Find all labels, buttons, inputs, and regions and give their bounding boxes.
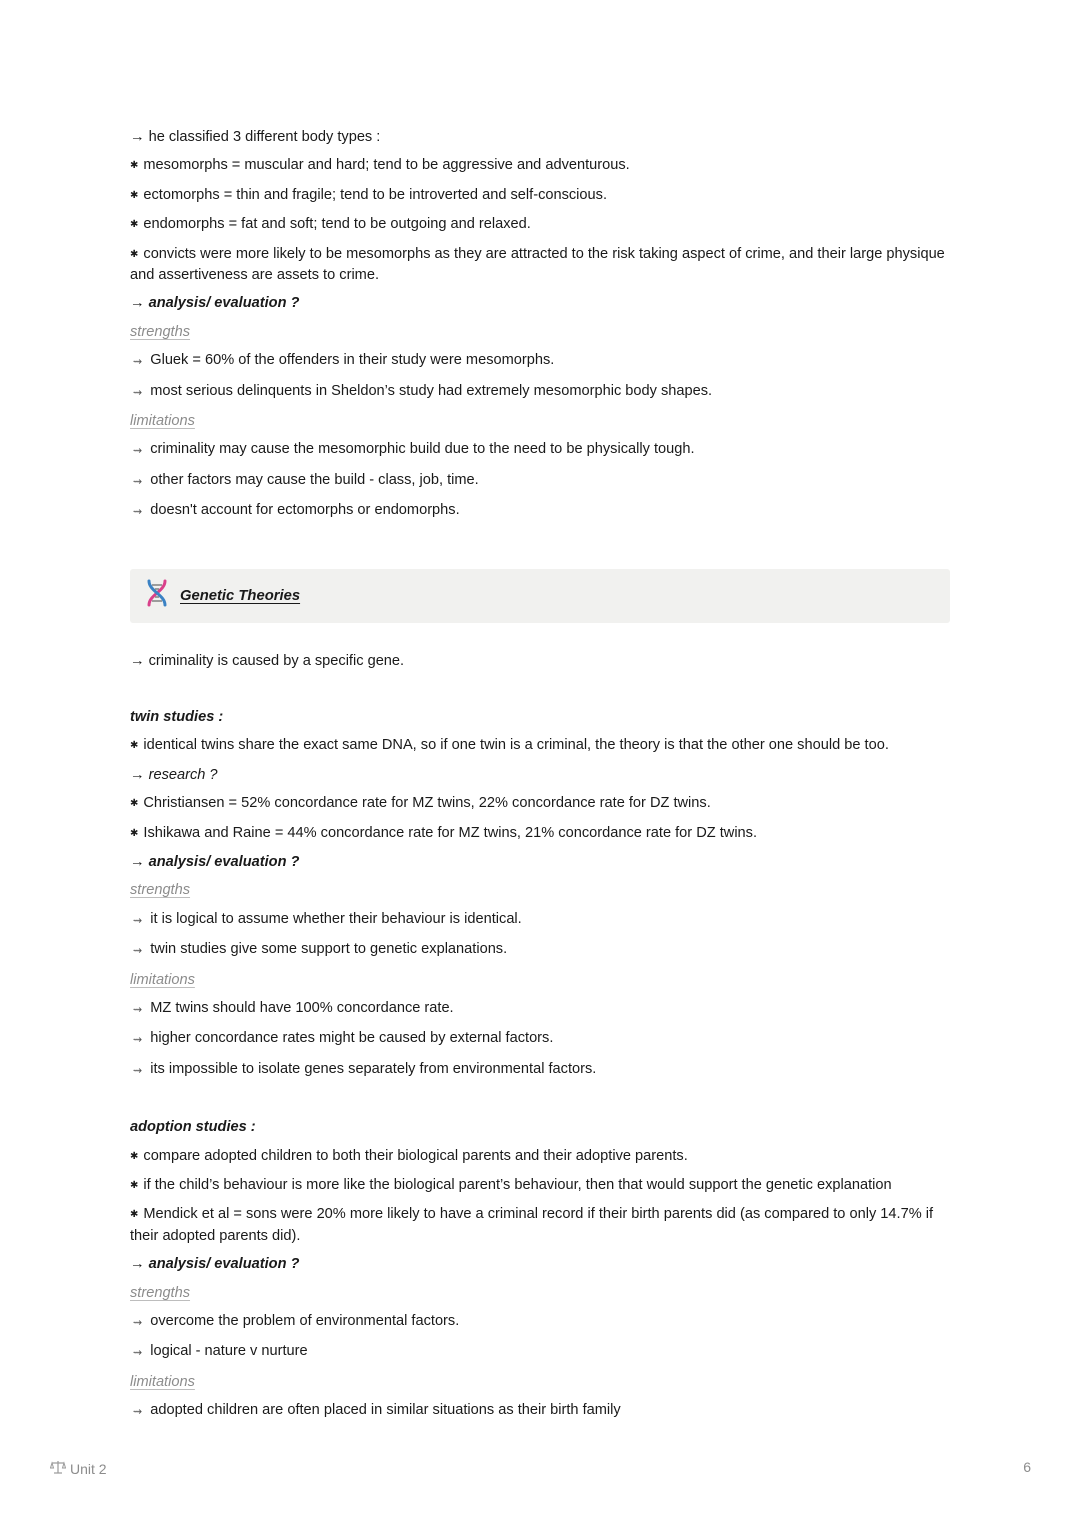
list-item: ✱ Mendick et al = sons were 20% more likely to have a criminal record if their birth parents did (as compared to only 14.7% if their adopted parents did). xyxy=(130,1206,934,1244)
list-item: ⇝ higher concordance rates might be caused by external factors. xyxy=(133,1030,554,1047)
dna-icon xyxy=(144,579,170,612)
adoption-studies-heading: adoption studies : xyxy=(130,1119,256,1136)
page-number: 6 xyxy=(1023,1459,1031,1475)
list-item: ✱ convicts were more likely to be mesomorphs as they are attracted to the risk taking aspect of crime, and their large physique and assertiveness are assets to crime. xyxy=(130,245,945,284)
scales-icon xyxy=(50,1459,66,1478)
research-heading: → research ? xyxy=(130,766,218,783)
document-page xyxy=(130,127,950,1431)
list-item: ⇝ twin studies give some support to genetic explanations. xyxy=(133,941,508,958)
strengths-label: strengths xyxy=(130,1284,191,1301)
list-item: ⇝ overcome the problem of environmental factors. xyxy=(133,1313,460,1329)
list-item: ✱ Ishikawa and Raine = 44% concordance rate for MZ twins, 21% concordance rate for DZ twins. xyxy=(130,824,758,841)
list-item: ✱ Christiansen = 52% concordance rate for MZ twins, 22% concordance rate for DZ twins. xyxy=(130,795,711,812)
list-item: ✱ endomorphs = fat and soft; tend to be outgoing and relaxed. xyxy=(130,216,531,233)
unit-label: Unit 2 xyxy=(70,1460,107,1477)
list-item: ✱ identical twins share the exact same DNA, so if one twin is a criminal, the theory is that the other one should be too. xyxy=(130,737,889,754)
list-item: ✱ if the child’s behaviour is more like the biological parent’s behaviour, then that would support the genetic explanation xyxy=(130,1176,892,1193)
list-item: ⇝ doesn't account for ectomorphs or endomorphs. xyxy=(133,502,460,519)
list-item: ✱ compare adopted children to both their biological parents and their adoptive parents. xyxy=(130,1147,688,1164)
strengths-label: strengths xyxy=(130,323,191,340)
list-item: ⇝ Gluek = 60% of the offenders in their study were mesomorphs. xyxy=(133,352,555,369)
limitations-label: limitations xyxy=(130,413,195,430)
list-item: ⇝ other factors may cause the build - class, job, time. xyxy=(133,471,479,488)
list-item: ✱ mesomorphs = muscular and hard; tend to be aggressive and adventurous. xyxy=(130,157,630,174)
genetic-theories-callout xyxy=(130,569,950,623)
list-item: ⇝ MZ twins should have 100% concordance rate. xyxy=(133,999,454,1016)
eval-heading: → analysis/ evaluation ? xyxy=(130,854,300,871)
strengths-label: strengths xyxy=(130,882,191,899)
list-item: ⇝ most serious delinquents in Sheldon’s study had extremely mesomorphic body shapes. xyxy=(133,382,713,399)
callout-title: Genetic Theories xyxy=(180,587,301,604)
list-item: ✱ ectomorphs = thin and fragile; tend to be introverted and self-conscious. xyxy=(130,186,608,203)
body-types-intro: → he classified 3 different body types : xyxy=(130,129,381,145)
list-item: ⇝ criminality may cause the mesomorphic build due to the need to be physically tough. xyxy=(133,441,695,458)
footer-unit xyxy=(50,1459,107,1478)
list-item: ⇝ it is logical to assume whether their behaviour is identical. xyxy=(133,910,522,927)
limitations-label: limitations xyxy=(130,1373,195,1390)
twin-studies-heading: twin studies : xyxy=(130,709,224,726)
eval-heading: → analysis/ evaluation ? xyxy=(130,1256,300,1273)
limitations-label: limitations xyxy=(130,971,195,988)
list-item: ⇝ its impossible to isolate genes separately from environmental factors. xyxy=(133,1060,597,1077)
eval-heading: → analysis/ evaluation ? xyxy=(130,295,300,312)
list-item: ⇝ adopted children are often placed in similar situations as their birth family xyxy=(133,1402,621,1419)
list-item: ⇝ logical - nature v nurture xyxy=(133,1343,308,1360)
genetic-intro: → criminality is caused by a specific gene. xyxy=(130,652,405,669)
